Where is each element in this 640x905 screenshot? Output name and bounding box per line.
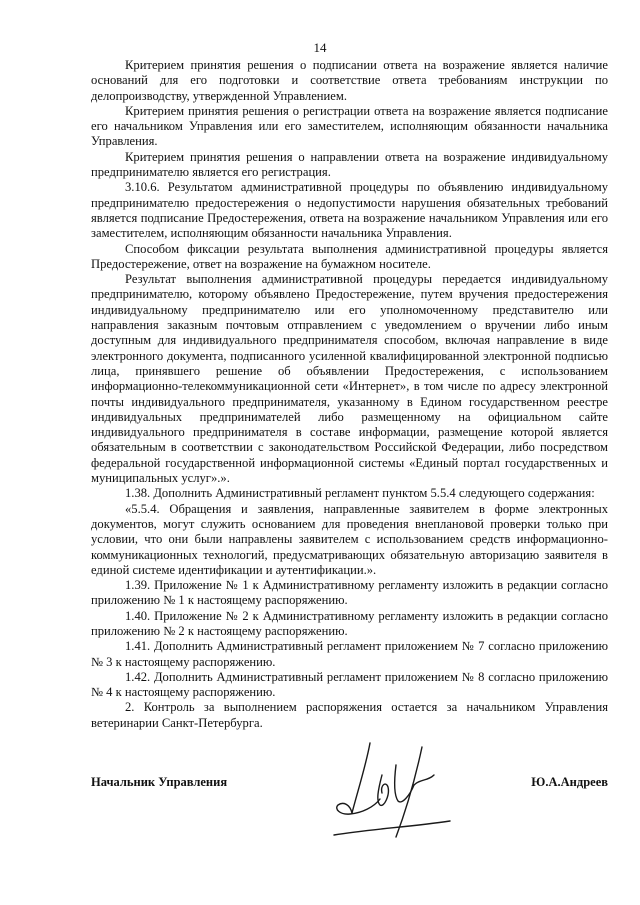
paragraph-8: «5.5.4. Обращения и заявления, направленные заявителем в форме электронных документов, могут служить основанием для проведения внеплановой проверки только при условии, что они были направлены заявителем с использованием средств информационно-коммуникационных технологий, предусматривающих обязательную авторизацию заявителя в единой системе идентификации и аутентификации.». [91,501,608,577]
paragraph-1: Критерием принятия решения о подписании ответа на возражение является наличие оснований для его подготовки и соответствие ответа требованиям инструкции по делопроизводству, утвержденной Управлением. [91,58,608,103]
signatory-position: Начальник Управления [91,775,228,789]
paragraph-4: 3.10.6. Результатом административной процедуры по объявлению индивидуальному предпринимателю предостережения о недопустимости нарушения обязательных требований является подписание Предостережения, ответа на возражение начальником Управления или его заместителем, исполняющим обязанности начальника Управления. [91,180,608,241]
paragraph-9: 1.39. Приложение № 1 к Административному регламенту изложить в редакции согласно приложению № 1 к настоящему распоряжению. [91,578,608,608]
page-number: 14 [313,40,327,55]
document-body [91,58,608,731]
paragraph-3: Критерием принятия решения о направлении ответа на возражение индивидуальному предпринимателю является его регистрация. [91,149,608,180]
paragraph-7: 1.38. Дополнить Административный регламент пунктом 5.5.4 следующего содержания: [125,486,595,501]
paragraph-10: 1.40. Приложение № 2 к Административному регламенту изложить в редакции согласно приложению № 2 к настоящему распоряжению. [91,608,608,638]
paragraph-5: Способом фиксации результата выполнения административной процедуры является Предостережение, ответ на возражение на бумажном носителе. [91,241,608,271]
signatory-name: Ю.А.Андреев [531,775,608,789]
paragraph-2: Критерием принятия решения о регистрации ответа на возражение является подписание его начальником Управления или его заместителем, исполняющим обязанности начальника Управления. [91,103,608,149]
signature-block [91,775,608,795]
paragraph-12: 1.42. Дополнить Административный регламент приложением № 8 согласно приложению № 4 к настоящему распоряжению. [91,669,608,700]
paragraph-6: Результат выполнения административной процедуры передается индивидуальному предпринимателю, которому объявлено Предостережение, путем вручения предостережения индивидуальному предпринимателю или его уполномоченному представителю или направления заказным почтовым отправлением с уведомлением о вручении либо иным доступным для индивидуального предпринимателя способом, включая направление в виде электронного документа, подписанного усиленной квалифицированной электронной подписью лица, принявшего решение об объявлении Предостережения, с использованием информационно-телекоммуникационной сети «Интернет», в том числе по адресу электронной почты индивидуального предпринимателя, указанному в Едином государственном реестре индивидуальных предпринимателей либо размещенному на официальном сайте индивидуального предпринимателя в составе информации, размещение которой является обязательным в соответствии с законодательством Российской Федерации, либо посредством федеральной государственной информационной системы «Единый портал государственных и муниципальных услуг».». [91,272,608,486]
paragraph-11: 1.41. Дополнить Административный регламент приложением № 7 согласно приложению № 3 к настоящему распоряжению. [91,639,608,669]
paragraph-13: 2. Контроль за выполнением распоряжения остается за начальником Управления ветеринарии Санкт-Петербурга. [91,700,608,730]
